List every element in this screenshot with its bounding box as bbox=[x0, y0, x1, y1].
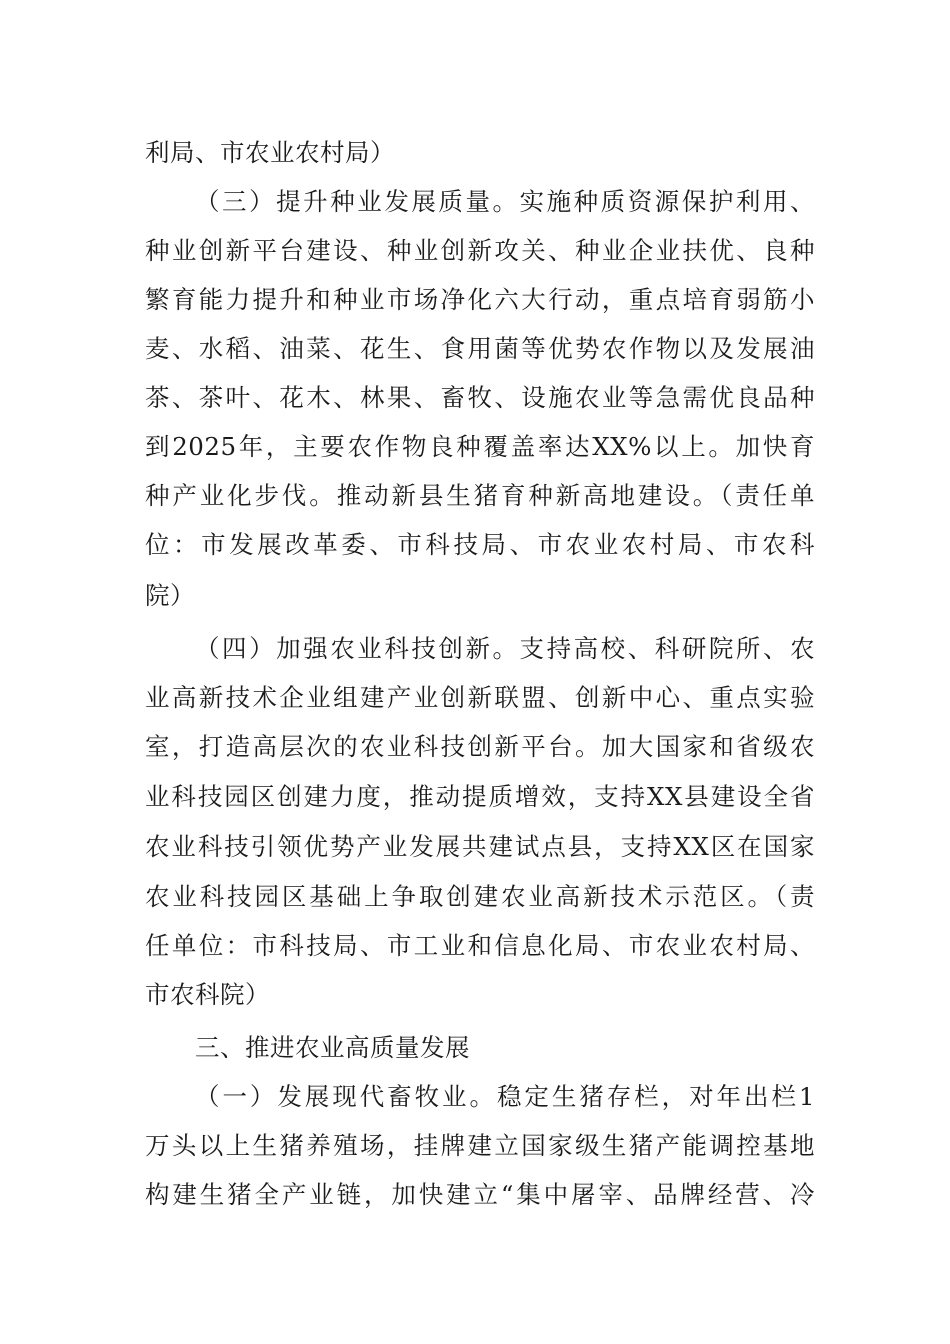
text-line-5: 麦、水稻、油菜、花生、食用菌等优势农作物以及发展油 bbox=[145, 334, 815, 363]
section-heading: 三、推进农业高质量发展 bbox=[195, 1033, 470, 1062]
text-line-12: 业高新技术企业组建产业创新联盟、创新中心、重点实验 bbox=[145, 683, 815, 712]
text-line-15: 农业科技引领优势产业发展共建试点县，支持XX区在国家 bbox=[145, 832, 815, 861]
text-line-1: 利局、市农业农村局） bbox=[145, 138, 395, 167]
text-line-14: 业科技园区创建力度，推动提质增效，支持XX县建设全省 bbox=[145, 782, 815, 811]
text-line-3: 种业创新平台建设、种业创新攻关、种业企业扶优、良种 bbox=[145, 236, 815, 265]
text-line-20: （一）发展现代畜牧业。稳定生猪存栏，对年出栏1 bbox=[195, 1082, 815, 1111]
text-line-2: （三）提升种业发展质量。实施种质资源保护利用、 bbox=[195, 187, 815, 216]
text-line-9: 位：市发展改革委、市科技局、市农业农村局、市农科 bbox=[145, 530, 815, 559]
text-line-6: 茶、茶叶、花木、林果、畜牧、设施农业等急需优良品种 bbox=[145, 383, 815, 412]
text-line-16: 农业科技园区基础上争取创建农业高新技术示范区。（责 bbox=[145, 882, 815, 911]
text-line-4: 繁育能力提升和种业市场净化六大行动，重点培育弱筋小 bbox=[145, 285, 815, 314]
text-line-18: 市农科院） bbox=[145, 980, 270, 1009]
text-line-17: 任单位：市科技局、市工业和信息化局、市农业农村局、 bbox=[145, 931, 815, 960]
text-line-8: 种产业化步伐。推动新县生猪育种新高地建设。（责任单 bbox=[145, 481, 815, 510]
text-line-21: 万头以上生猪养殖场，挂牌建立国家级生猪产能调控基地 bbox=[145, 1131, 815, 1160]
text-line-10: 院） bbox=[145, 581, 195, 610]
text-line-22: 构建生猪全产业链，加快建立“集中屠宰、品牌经营、冷 bbox=[145, 1180, 815, 1209]
text-line-7: 到2025年，主要农作物良种覆盖率达XX%以上。加快育 bbox=[145, 432, 815, 461]
text-line-11: （四）加强农业科技创新。支持高校、科研院所、农 bbox=[195, 634, 815, 663]
text-line-13: 室，打造高层次的农业科技创新平台。加大国家和省级农 bbox=[145, 732, 815, 761]
